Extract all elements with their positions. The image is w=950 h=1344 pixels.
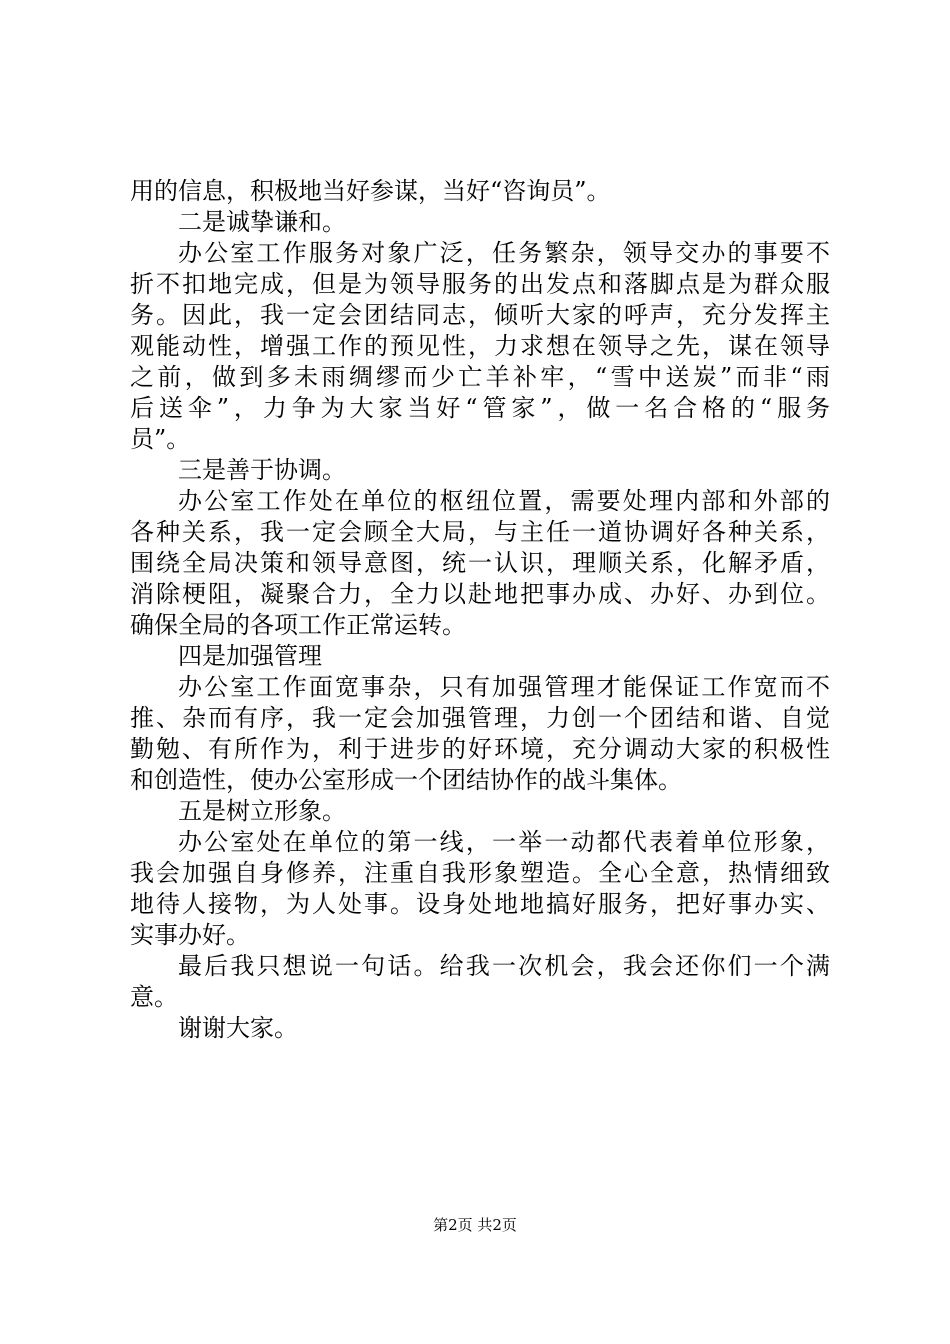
text-line: 意。: [130, 983, 178, 1011]
text-line: 折不扣地完成，但是为领导服务的出发点和落脚点是为群众服: [130, 270, 830, 298]
section-heading: 五是树立形象。: [178, 797, 346, 825]
text-line: 后送伞”，力争为大家当好“管家”，做一名合格的“服务: [130, 394, 830, 422]
text-line: 消除梗阻，凝聚合力，全力以赴地把事办成、办好、办到位。: [130, 580, 830, 608]
document-body: [130, 176, 830, 1044]
text-line: 地待人接物，为人处事。设身处地地搞好服务，把好事办实、: [130, 890, 830, 918]
text-line: 勤勉、有所作为，利于进步的好环境，充分调动大家的积极性: [130, 735, 830, 763]
text-line: 和创造性，使办公室形成一个团结协作的战斗集体。: [130, 766, 682, 794]
text-line: 用的信息，积极地当好参谋，当好“咨询员”。: [130, 177, 611, 205]
text-line: 我会加强自身修养，注重自我形象塑造。全心全意，热情细致: [130, 859, 830, 887]
text-line: 办公室处在单位的第一线，一举一动都代表着单位形象，: [178, 828, 830, 856]
text-line: 各种关系，我一定会顾全大局，与主任一道协调好各种关系，: [130, 518, 830, 546]
section-heading: 三是善于协调。: [178, 456, 346, 484]
text-line: 最后我只想说一句话。给我一次机会，我会还你们一个满: [178, 952, 830, 980]
text-line: 围绕全局决策和领导意图，统一认识，理顺关系，化解矛盾，: [130, 549, 830, 577]
closing-line: 谢谢大家。: [178, 1014, 298, 1042]
text-line: 务。因此，我一定会团结同志，倾听大家的呼声，充分发挥主: [130, 301, 830, 329]
page-number-footer: 第2页 共2页: [433, 1216, 517, 1234]
text-line: 观能动性，增强工作的预见性，力求想在领导之先，谋在领导: [130, 332, 830, 360]
text-line: 员”。: [130, 425, 191, 453]
text-line: 确保全局的各项工作正常运转。: [130, 611, 466, 639]
text-line: 办公室工作服务对象广泛，任务繁杂，领导交办的事要不: [178, 239, 830, 267]
text-line: 办公室工作处在单位的枢纽位置，需要处理内部和外部的: [178, 487, 830, 515]
section-heading: 二是诚挚谦和。: [178, 208, 346, 236]
text-line: 之前，做到多未雨绸缪而少亡羊补牢，“雪中送炭”而非“雨: [130, 363, 830, 391]
section-heading: 四是加强管理: [178, 642, 322, 670]
text-line: 实事办好。: [130, 921, 250, 949]
text-line: 办公室工作面宽事杂，只有加强管理才能保证工作宽而不: [178, 673, 830, 701]
text-line: 推、杂而有序，我一定会加强管理，力创一个团结和谐、自觉: [130, 704, 830, 732]
